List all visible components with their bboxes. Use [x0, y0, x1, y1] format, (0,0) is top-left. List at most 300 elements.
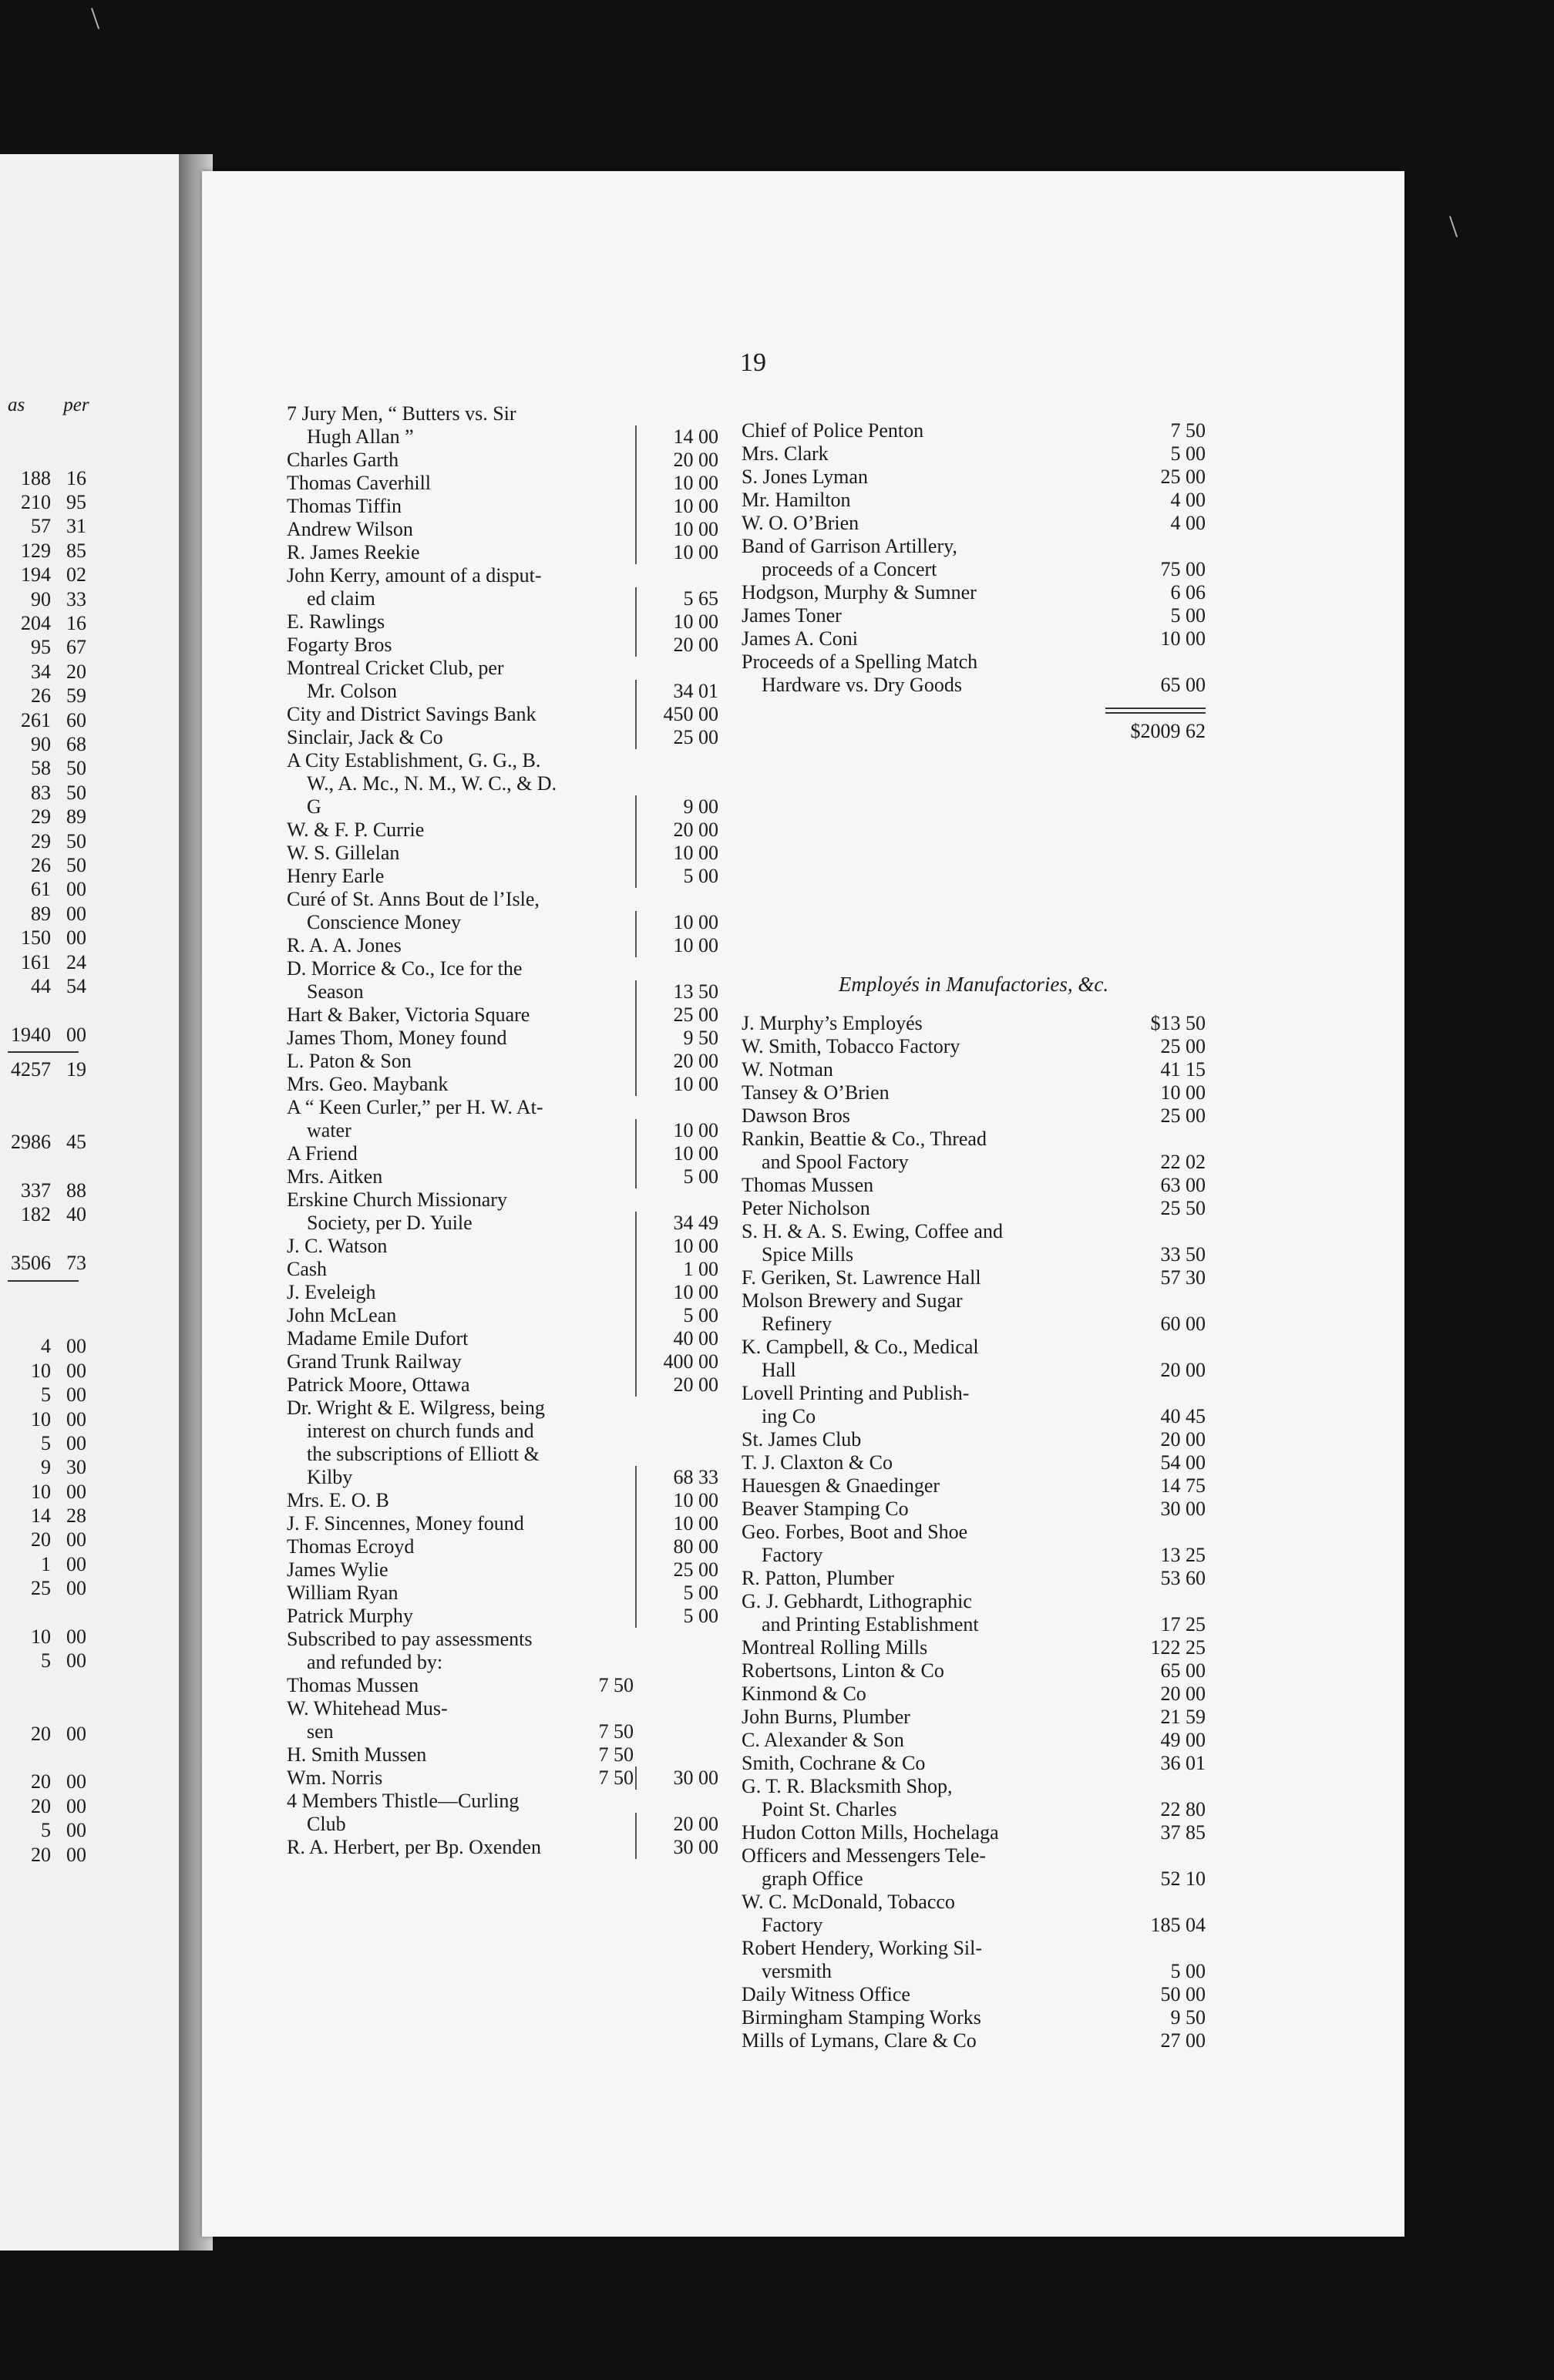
entry-row	[287, 957, 718, 1003]
left-amount-cents: 00	[66, 1577, 86, 1600]
entry-name	[287, 1628, 718, 1674]
entry-name-line: W., A. Mc., N. M., W. C., & D.	[307, 772, 557, 795]
entry-amount: 57 30	[1160, 1266, 1206, 1289]
left-page-amount	[0, 587, 86, 611]
entry-row	[742, 535, 1206, 581]
entry-row	[742, 1197, 1206, 1220]
entry-amount: 5 00	[1170, 604, 1206, 627]
entry-name-line: Montreal Rolling Mills	[742, 1636, 928, 1659]
left-page-amount	[0, 1480, 86, 1504]
left-amount-cents: 30	[66, 1456, 86, 1479]
manufactories-column	[742, 973, 1206, 2052]
entry-row	[742, 1104, 1206, 1128]
entry-name-line: William Ryan	[287, 1582, 399, 1604]
entry-name-line: the subscriptions of Elliott &	[307, 1443, 540, 1465]
left-amount-cents: 33	[66, 587, 86, 610]
entry-name-line: T. J. Claxton & Co	[742, 1451, 893, 1474]
left-amount-dollars: 14	[31, 1504, 51, 1528]
entry-name-line: Madame Emile Dufort	[287, 1327, 469, 1350]
entry-name-line: Dr. Wright & E. Wilgress, being	[287, 1397, 545, 1419]
left-amount-dollars: 5	[41, 1383, 51, 1407]
left-amount-cents: 00	[66, 1625, 86, 1649]
entry-name-line: James Toner	[742, 604, 842, 627]
entry-name-line: S. Jones Lyman	[742, 466, 868, 488]
entry-row	[287, 1096, 718, 1142]
entry-name-line: and Printing Establishment	[762, 1613, 979, 1635]
entry-amount: 25 00	[635, 1558, 718, 1582]
entry-row	[287, 1073, 718, 1096]
entry-amount: 80 00	[635, 1535, 718, 1558]
entry-amount: 6 06	[1170, 581, 1206, 603]
entry-name-line: W. & F. P. Currie	[287, 819, 425, 841]
left-page-amount	[0, 1359, 86, 1383]
entry-row	[742, 1012, 1206, 1035]
left-page-amount	[0, 926, 86, 950]
left-page-amount	[0, 1722, 86, 1746]
left-amount-dollars: 34	[31, 660, 51, 683]
entry-amount: 30 00	[1160, 1498, 1206, 1520]
left-amount-dollars: 10	[31, 1480, 51, 1503]
left-amount-dollars: 161	[21, 950, 51, 973]
entry-name-line: Hart & Baker, Victoria Square	[287, 1003, 530, 1026]
entry-row	[287, 1235, 718, 1258]
left-page-amount	[0, 1577, 86, 1601]
entry-name-line: water	[307, 1119, 352, 1141]
left-amount-dollars: 44	[31, 974, 51, 997]
left-amount-cents: 02	[66, 563, 86, 587]
entry-row	[742, 1521, 1206, 1567]
entry-name-line: C. Alexander & Son	[742, 1729, 904, 1751]
entry-name-line: Beaver Stamping Co	[742, 1498, 909, 1520]
entry-amount: 21 59	[1160, 1706, 1206, 1728]
entry-row	[742, 1266, 1206, 1289]
entry-row	[742, 1682, 1206, 1706]
entry-row	[287, 1027, 718, 1050]
entry-amount: 9 00	[635, 795, 718, 819]
entry-name-line: R. A. Herbert, per Bp. Oxenden	[287, 1836, 541, 1858]
entry-amount: 60 00	[1160, 1313, 1206, 1335]
entry-amount: 400 00	[635, 1350, 718, 1373]
entry-name-line: Fogarty Bros	[287, 634, 392, 656]
entry-name-line: Robert Hendery, Working Sil-	[742, 1937, 983, 1959]
left-amount-dollars: 61	[31, 878, 51, 901]
donor-column-2	[742, 419, 1206, 741]
entry-row	[742, 1058, 1206, 1081]
entry-amount: 20 00	[635, 634, 718, 657]
entry-name-line: proceeds of a Concert	[762, 558, 937, 580]
total-rule-double	[1105, 712, 1206, 714]
entry-amount: 10 00	[635, 1281, 718, 1304]
entry-row	[287, 1165, 718, 1188]
left-amount-cents: 00	[66, 1359, 86, 1382]
entry-row	[287, 1836, 718, 1859]
entry-amount: 5 00	[635, 1165, 718, 1188]
left-page-amount	[0, 1552, 86, 1576]
entry-amount: 25 00	[1160, 1104, 1206, 1127]
entry-row	[287, 865, 718, 888]
entry-row	[742, 1636, 1206, 1659]
entry-amount: 37 85	[1160, 1821, 1206, 1844]
entry-row	[287, 1258, 718, 1281]
entry-name-line: A Friend	[287, 1142, 358, 1165]
entry-row	[287, 749, 718, 819]
entry-row	[287, 1397, 718, 1489]
entry-name-line: Conscience Money	[307, 911, 462, 933]
entry-amount: 40 45	[1160, 1405, 1206, 1427]
left-amount-cents: 50	[66, 781, 86, 804]
entry-name-line: Erskine Church Missionary	[287, 1188, 507, 1211]
entry-name-line: Thomas Mussen	[287, 1674, 419, 1696]
left-amount-cents: 00	[66, 1383, 86, 1407]
page-number: 19	[740, 348, 766, 377]
left-page-amount	[0, 515, 86, 539]
left-amount-dollars: 90	[31, 732, 51, 755]
column-2-total	[742, 708, 1206, 741]
left-amount-cents: 00	[66, 1407, 86, 1430]
entry-name-line: S. H. & A. S. Ewing, Coffee and	[742, 1220, 1003, 1242]
entry-row	[287, 934, 718, 957]
left-amount-cents: 16	[66, 466, 86, 489]
entry-name-line: versmith	[762, 1960, 832, 1982]
left-amount-cents: 50	[66, 853, 86, 876]
entry-amount: 20 00	[635, 819, 718, 842]
left-page-amount	[0, 466, 86, 490]
left-page-amount	[0, 1431, 86, 1455]
left-page-amount	[0, 1456, 86, 1480]
left-amount-dollars: 20	[31, 1528, 51, 1551]
left-amount-dollars: 20	[31, 1843, 51, 1866]
left-amount-dollars: 58	[31, 757, 51, 780]
entry-amount: 20 00	[635, 1813, 718, 1836]
entry-name-line: 7 Jury Men, “ Butters vs. Sir	[287, 402, 516, 425]
entry-row	[287, 518, 718, 541]
entry-amount: 54 00	[1160, 1451, 1206, 1474]
left-page-amount	[0, 1227, 86, 1251]
left-amount-dollars: 150	[21, 926, 51, 950]
left-page-amount	[0, 1252, 86, 1276]
entry-name-line: Patrick Moore, Ottawa	[287, 1373, 470, 1396]
entry-name-line: L. Paton & Son	[287, 1050, 412, 1072]
entry-name-line: Mr. Hamilton	[742, 489, 851, 511]
entry-name	[287, 1697, 718, 1743]
left-page-amount	[0, 563, 86, 587]
left-amount-dollars: 20	[31, 1770, 51, 1793]
entry-name-line: Sinclair, Jack & Co	[287, 726, 443, 748]
entry-name-line: Hauesgen & Gnaedinger	[742, 1474, 940, 1497]
left-page-amount	[0, 1335, 86, 1359]
entry-name-line: Montreal Cricket Club, per	[287, 657, 504, 679]
left-amount-dollars: 89	[31, 902, 51, 925]
entry-name-line: Hardware vs. Dry Goods	[762, 674, 962, 696]
entry-name-line: W. O. O’Brien	[742, 512, 859, 534]
entry-row	[287, 1743, 718, 1767]
entry-row	[742, 466, 1206, 489]
left-page-amount	[0, 1649, 86, 1673]
entry-amount: 5 00	[635, 1605, 718, 1628]
left-page-amount	[0, 1528, 86, 1552]
entry-name-line: Factory	[762, 1914, 823, 1936]
left-page-header	[8, 395, 128, 416]
entry-amount: 25 50	[1160, 1197, 1206, 1219]
entry-row	[287, 1142, 718, 1165]
entry-row	[742, 1174, 1206, 1197]
left-amount-dollars: 26	[31, 853, 51, 876]
entry-row	[742, 1498, 1206, 1521]
left-amount-cents: 00	[66, 1722, 86, 1745]
left-page-amount	[0, 490, 86, 514]
entry-name-line: Club	[307, 1813, 346, 1835]
entry-amount: 9 50	[635, 1027, 718, 1050]
left-page-amount	[0, 1131, 86, 1155]
entry-row	[742, 1729, 1206, 1752]
entry-amount: 10 00	[635, 1512, 718, 1535]
entry-row	[742, 604, 1206, 627]
entry-row	[287, 819, 718, 842]
left-amount-cents: 24	[66, 950, 86, 973]
entry-amount: 10 00	[635, 495, 718, 518]
entry-amount: 10 00	[635, 1235, 718, 1258]
left-amount-cents: 50	[66, 757, 86, 780]
entry-name-line: 4 Members Thistle—Curling	[287, 1790, 520, 1812]
left-amount-dollars: 5	[41, 1649, 51, 1672]
entry-name-line: Tansey & O’Brien	[742, 1081, 890, 1104]
entry-amount: 10 00	[1160, 1081, 1206, 1104]
entry-amount: 22 80	[1160, 1798, 1206, 1820]
left-amount-cents: 95	[66, 491, 86, 514]
entry-row	[287, 1304, 718, 1327]
entry-amount: 52 10	[1160, 1867, 1206, 1890]
left-page-amount	[0, 1106, 86, 1130]
left-amount-cents: 31	[66, 515, 86, 538]
entry-row	[287, 1790, 718, 1836]
entry-amount: 9 50	[1170, 2006, 1206, 2029]
entry-row	[287, 541, 718, 564]
left-amount-cents: 16	[66, 612, 86, 635]
entry-row	[742, 1451, 1206, 1474]
left-amount-dollars: 3506	[11, 1252, 51, 1275]
left-amount-cents: 19	[66, 1058, 86, 1081]
left-page-amount	[0, 974, 86, 998]
entry-row	[287, 634, 718, 657]
entry-row	[742, 1590, 1206, 1636]
left-amount-dollars: 20	[31, 1794, 51, 1817]
entry-name-line: Birmingham Stamping Works	[742, 2006, 981, 2029]
left-amount-dollars: 204	[21, 612, 51, 635]
entry-amount: 36 01	[1160, 1752, 1206, 1774]
left-page-amount	[0, 950, 86, 974]
entry-amount: 7 50	[1170, 419, 1206, 442]
left-page-amount	[0, 878, 86, 902]
entry-row	[287, 842, 718, 865]
left-amount-dollars: 210	[21, 491, 51, 514]
left-page-amount	[0, 636, 86, 660]
entry-amount: 10 00	[635, 934, 718, 957]
left-page-amount	[0, 1746, 86, 1770]
entry-amount: 25 00	[1160, 1035, 1206, 1057]
left-page-amount	[0, 1818, 86, 1842]
entry-name-line: Mrs. Geo. Maybank	[287, 1073, 449, 1095]
entry-row	[287, 610, 718, 634]
left-page-amount	[0, 708, 86, 732]
entry-name-line: Charles Garth	[287, 449, 399, 471]
entry-row	[287, 1605, 718, 1628]
entry-name-line: W. Smith, Tobacco Factory	[742, 1035, 960, 1057]
entry-name-line: Thomas Tiffin	[287, 495, 402, 517]
left-amount-cents: 73	[66, 1252, 86, 1275]
entry-amount: 13 50	[635, 980, 718, 1003]
entry-amount: 5 65	[635, 587, 718, 610]
entry-amount: 10 00	[635, 911, 718, 934]
entry-name-line: A “ Keen Curler,” per H. W. At-	[287, 1096, 543, 1118]
entry-row	[287, 495, 718, 518]
entry-amount: 5 00	[635, 865, 718, 888]
column-2-total-value: $2009 62	[1130, 720, 1206, 742]
entry-amount: 10 00	[1160, 627, 1206, 650]
entry-name-line: W. C. McDonald, Tobacco	[742, 1891, 955, 1913]
entry-name-line: A City Establishment, G. G., B.	[287, 749, 541, 771]
entry-amount: 450 00	[635, 703, 718, 726]
left-page-amount	[0, 684, 86, 708]
entry-amount: 20 00	[1160, 1682, 1206, 1705]
entry-row	[287, 1281, 718, 1304]
entry-row	[287, 1188, 718, 1235]
left-page-amount	[0, 660, 86, 684]
entry-row	[287, 1628, 718, 1674]
left-amount-cents: 40	[66, 1203, 86, 1226]
entry-amount: 75 00	[1160, 558, 1206, 580]
left-amount-cents: 00	[66, 878, 86, 901]
left-amount-dollars: 57	[31, 515, 51, 538]
left-page-amount	[0, 999, 86, 1023]
entry-amount: 17 25	[1160, 1613, 1206, 1635]
entry-name-line: Molson Brewery and Sugar	[742, 1289, 963, 1312]
left-amount-cents: 00	[66, 1843, 86, 1866]
entry-row	[742, 1706, 1206, 1729]
left-amount-cents: 00	[66, 1770, 86, 1793]
entry-sub-amount: 7 50	[598, 1743, 634, 1766]
left-amount-cents: 00	[66, 902, 86, 925]
entry-name-line: and refunded by:	[307, 1651, 443, 1673]
entry-name-line: W. S. Gillelan	[287, 842, 400, 864]
entry-amount: 65 00	[1160, 1659, 1206, 1682]
entry-row	[742, 1035, 1206, 1058]
entry-name-line: G. J. Gebhardt, Lithographic	[742, 1590, 972, 1612]
left-page-amount	[0, 1625, 86, 1649]
entry-amount: 41 15	[1160, 1058, 1206, 1081]
entry-amount: 10 00	[635, 541, 718, 564]
scan-artifact-mark: \	[1449, 209, 1458, 244]
left-page-amount	[0, 1407, 86, 1431]
entry-amount: 40 00	[635, 1327, 718, 1350]
entry-name-line: Chief of Police Penton	[742, 419, 924, 442]
entry-amount: 10 00	[635, 610, 718, 634]
left-header-word-2: per	[63, 395, 89, 415]
entry-amount: 20 00	[1160, 1359, 1206, 1381]
left-amount-dollars: 20	[31, 1722, 51, 1745]
entry-amount: 20 00	[635, 449, 718, 472]
left-amount-cents: 68	[66, 732, 86, 755]
entry-amount: 5 00	[635, 1582, 718, 1605]
left-amount-dollars: 9	[41, 1456, 51, 1479]
entry-name-line: Officers and Messengers Tele-	[742, 1844, 987, 1867]
total-rule	[1105, 708, 1206, 709]
entry-row	[287, 657, 718, 703]
entry-name-line: E. Rawlings	[287, 610, 385, 633]
left-amount-dollars: 188	[21, 466, 51, 489]
left-page-fragment	[0, 154, 179, 2251]
left-header-word-1: as	[8, 395, 25, 415]
left-amount-dollars: 25	[31, 1577, 51, 1600]
entry-row	[742, 1821, 1206, 1844]
left-amount-cents: 00	[66, 1023, 86, 1046]
entry-row	[742, 2029, 1206, 2052]
entry-amount: 5 00	[1170, 1960, 1206, 1982]
left-page-amount	[0, 1698, 86, 1722]
entry-name-line: Subscribed to pay assessments	[287, 1628, 533, 1650]
entry-amount: 10 00	[635, 1489, 718, 1512]
left-page-amount	[0, 1770, 86, 1794]
entry-amount: 34 49	[635, 1212, 718, 1235]
entry-name-line: H. Smith Mussen	[287, 1743, 427, 1766]
entry-row	[742, 489, 1206, 512]
entry-amount: 25 00	[635, 1003, 718, 1027]
entry-name-line: Factory	[762, 1544, 823, 1566]
left-page-amount	[0, 1082, 86, 1106]
entry-row	[287, 1327, 718, 1350]
left-amount-cents: 67	[66, 636, 86, 659]
entry-amount: $13 50	[1150, 1012, 1206, 1034]
entry-row	[287, 1512, 718, 1535]
left-amount-cents: 60	[66, 708, 86, 731]
entry-name-line: Rankin, Beattie & Co., Thread	[742, 1128, 987, 1150]
entry-amount: 20 00	[1160, 1428, 1206, 1451]
entry-row	[287, 1697, 718, 1743]
entry-name-line: J. F. Sincennes, Money found	[287, 1512, 524, 1535]
entry-name-line: Lovell Printing and Publish-	[742, 1382, 970, 1404]
donor-column-2-list	[742, 419, 1206, 697]
left-amount-cents: 54	[66, 974, 86, 997]
left-amount-cents: 59	[66, 684, 86, 708]
left-page-amount	[0, 1023, 86, 1047]
entry-amount: 10 00	[635, 1119, 718, 1142]
entry-amount: 14 00	[635, 425, 718, 449]
entry-name-line: Kilby	[307, 1466, 353, 1488]
left-amount-cents: 88	[66, 1179, 86, 1202]
left-amount-dollars: 90	[31, 587, 51, 610]
left-page-amount-list	[0, 466, 86, 1867]
entry-amount: 65 00	[1160, 674, 1206, 696]
entry-name-line: Smith, Cochrane & Co	[742, 1752, 926, 1774]
entry-name-line: Hodgson, Murphy & Sumner	[742, 581, 977, 603]
left-amount-dollars: 29	[31, 805, 51, 829]
entry-name-line: Grand Trunk Railway	[287, 1350, 462, 1373]
entry-name-line: graph Office	[762, 1867, 863, 1890]
left-page-amount	[0, 757, 86, 781]
entry-amount: 20 00	[635, 1050, 718, 1073]
entry-name-line: G. T. R. Blacksmith Shop,	[742, 1775, 953, 1797]
entry-row	[742, 1659, 1206, 1682]
entry-amount: 5 00	[635, 1304, 718, 1327]
left-amount-cents: 45	[66, 1131, 86, 1154]
manufactories-list	[742, 1012, 1206, 2052]
entry-amount: 30 00	[635, 1836, 718, 1859]
entry-name-line: Daily Witness Office	[742, 1983, 910, 2005]
left-page-amount	[0, 732, 86, 756]
left-page-amount	[0, 902, 86, 926]
left-amount-dollars: 261	[21, 708, 51, 731]
entry-name-line: Thomas Mussen	[742, 1174, 874, 1196]
entry-name-line: ed claim	[307, 587, 375, 610]
